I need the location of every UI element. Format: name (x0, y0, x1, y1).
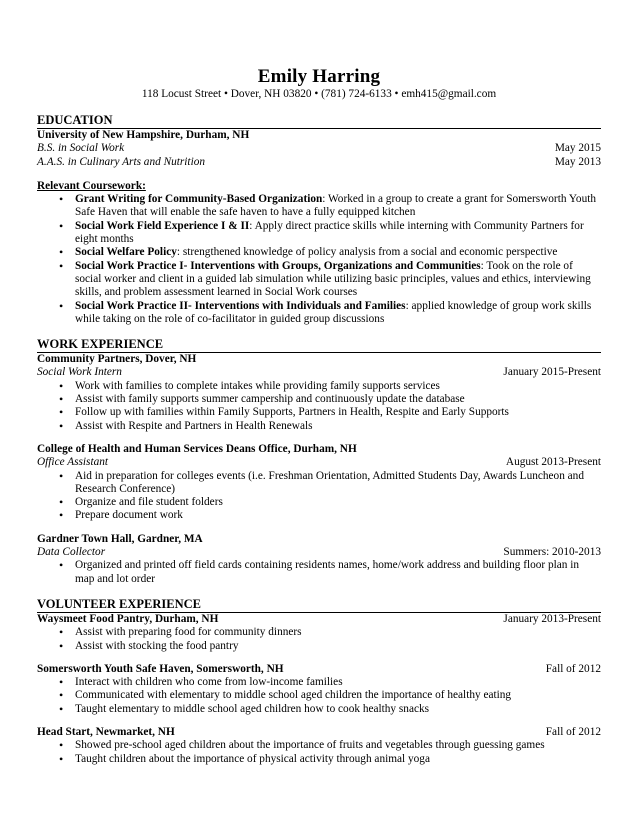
degree-row (37, 142, 601, 155)
degree-date: May 2013 (554, 155, 601, 168)
work-heading: WORK EXPERIENCE (37, 337, 601, 353)
job-role-row (37, 546, 601, 559)
list-item: • Organized and printed off field cards containing residents names, home/work address and building floor plan in map and lot order (75, 559, 601, 586)
list-item: • Organize and file student folders (75, 496, 601, 509)
coursework-item (75, 300, 601, 327)
course-description: : Worked in a group to create a grant for Somersworth Youth Safe Haven that will enable the safe haven to have a fully equipped kitchen (75, 193, 596, 219)
job-bullets (37, 559, 601, 586)
volunteer-org-row (37, 726, 601, 739)
list-item: • Showed pre-school aged children about the importance of fruits and vegetables through guessing games (75, 739, 601, 752)
job-role: Office Assistant (37, 456, 109, 469)
list-item: • Assist with family supports summer campership and continuously update the database (75, 393, 601, 406)
job-role-row (37, 456, 601, 469)
list-item: • Communicated with elementary to middle school aged children the importance of healthy eating (75, 689, 601, 702)
course-name: Social Work Practice I- Interventions with Groups, Organizations and Communities (75, 259, 481, 272)
volunteer-bullets (37, 626, 601, 653)
job-org: College of Health and Human Services Deans Office, Durham, NH (37, 442, 357, 455)
volunteer-entry (37, 663, 601, 716)
school-name: University of New Hampshire, Durham, NH (37, 129, 250, 141)
course-name: Social Work Practice II- Interventions with Individuals and Families (75, 299, 406, 312)
coursework-item (75, 246, 601, 259)
volunteer-entry (37, 613, 601, 653)
list-item: • Follow up with families within Family Supports, Partners in Health, Respite and Early Supports (75, 406, 601, 419)
volunteer-bullets (37, 739, 601, 766)
volunteer-date: Fall of 2012 (545, 725, 601, 738)
job-date: August 2013-Present (505, 456, 601, 469)
job-date: Summers: 2010-2013 (503, 546, 601, 559)
list-item: • Work with families to complete intakes while providing family supports services (75, 380, 601, 393)
volunteer-heading: VOLUNTEER EXPERIENCE (37, 597, 601, 613)
job-bullets (37, 470, 601, 523)
degree-date: May 2015 (554, 142, 601, 155)
applicant-name: Emily Harring (257, 66, 381, 87)
resume-page (37, 66, 601, 766)
job-entry (37, 533, 601, 586)
contact-line: 118 Locust Street • Dover, NH 03820 • (781) 724-6133 • emh415@gmail.com (141, 88, 497, 100)
volunteer-org: Waysmeet Food Pantry, Durham, NH (37, 612, 219, 625)
job-role: Data Collector (37, 546, 106, 559)
job-org: Community Partners, Dover, NH (37, 353, 197, 366)
coursework-item (75, 193, 601, 220)
course-name: Social Welfare Policy (75, 246, 177, 259)
list-item: • Prepare document work (75, 509, 601, 522)
coursework-list (37, 193, 601, 326)
volunteer-org: Somersworth Youth Safe Haven, Somersworth, NH (37, 662, 284, 675)
list-item: • Taught children about the importance of physical activity through animal yoga (75, 753, 601, 766)
list-item: • Assist with Respite and Partners in Health Renewals (75, 420, 601, 433)
course-description: : Took on the role of social worker and client in a guided lab simulation while utilizing basic principles, values and ethics, interviewing skills, and problem assessment learned in Social Work courses (75, 259, 591, 299)
job-role: Social Work Intern (37, 366, 122, 379)
job-org: Gardner Town Hall, Gardner, MA (37, 532, 203, 545)
course-name: Grant Writing for Community-Based Organization (75, 193, 323, 206)
coursework-item (75, 260, 601, 300)
list-item: • Interact with children who come from low-income families (75, 676, 601, 689)
volunteer-org-row (37, 613, 601, 626)
job-entry (37, 443, 601, 523)
list-item: • Assist with stocking the food pantry (75, 640, 601, 653)
coursework-title: Relevant Coursework: (37, 179, 146, 192)
degree-row (37, 156, 601, 169)
job-entry (37, 353, 601, 433)
course-name: Social Work Field Experience I & II (75, 219, 250, 232)
volunteer-date: January 2013-Present (503, 612, 601, 625)
degree-title: A.A.S. in Culinary Arts and Nutrition (37, 155, 206, 168)
job-role-row (37, 366, 601, 379)
degree-title: B.S. in Social Work (37, 142, 125, 155)
job-bullets (37, 380, 601, 433)
list-item: • Taught elementary to middle school aged children how to cook healthy snacks (75, 703, 601, 716)
job-date: January 2015-Present (503, 366, 601, 379)
volunteer-org-row (37, 663, 601, 676)
list-item: • Assist with preparing food for community dinners (75, 626, 601, 639)
volunteer-bullets (37, 676, 601, 716)
list-item: • Aid in preparation for colleges events (i.e. Freshman Orientation, Admitted Students Day, Awards Luncheon and Research Conference) (75, 470, 601, 497)
education-heading: EDUCATION (37, 113, 601, 129)
course-description: : strengthened knowledge of policy analysis from a social and economic perspective (176, 246, 558, 259)
volunteer-date: Fall of 2012 (545, 662, 601, 675)
course-description: : Apply direct practice skills while interning with Community Partners for eight months (75, 219, 584, 246)
coursework-item (75, 220, 601, 247)
course-description: : applied knowledge of group work skills while taking on the role of co-facilitator in guided group discussions (75, 299, 592, 325)
volunteer-org: Head Start, Newmarket, NH (37, 725, 175, 738)
volunteer-entry (37, 726, 601, 766)
